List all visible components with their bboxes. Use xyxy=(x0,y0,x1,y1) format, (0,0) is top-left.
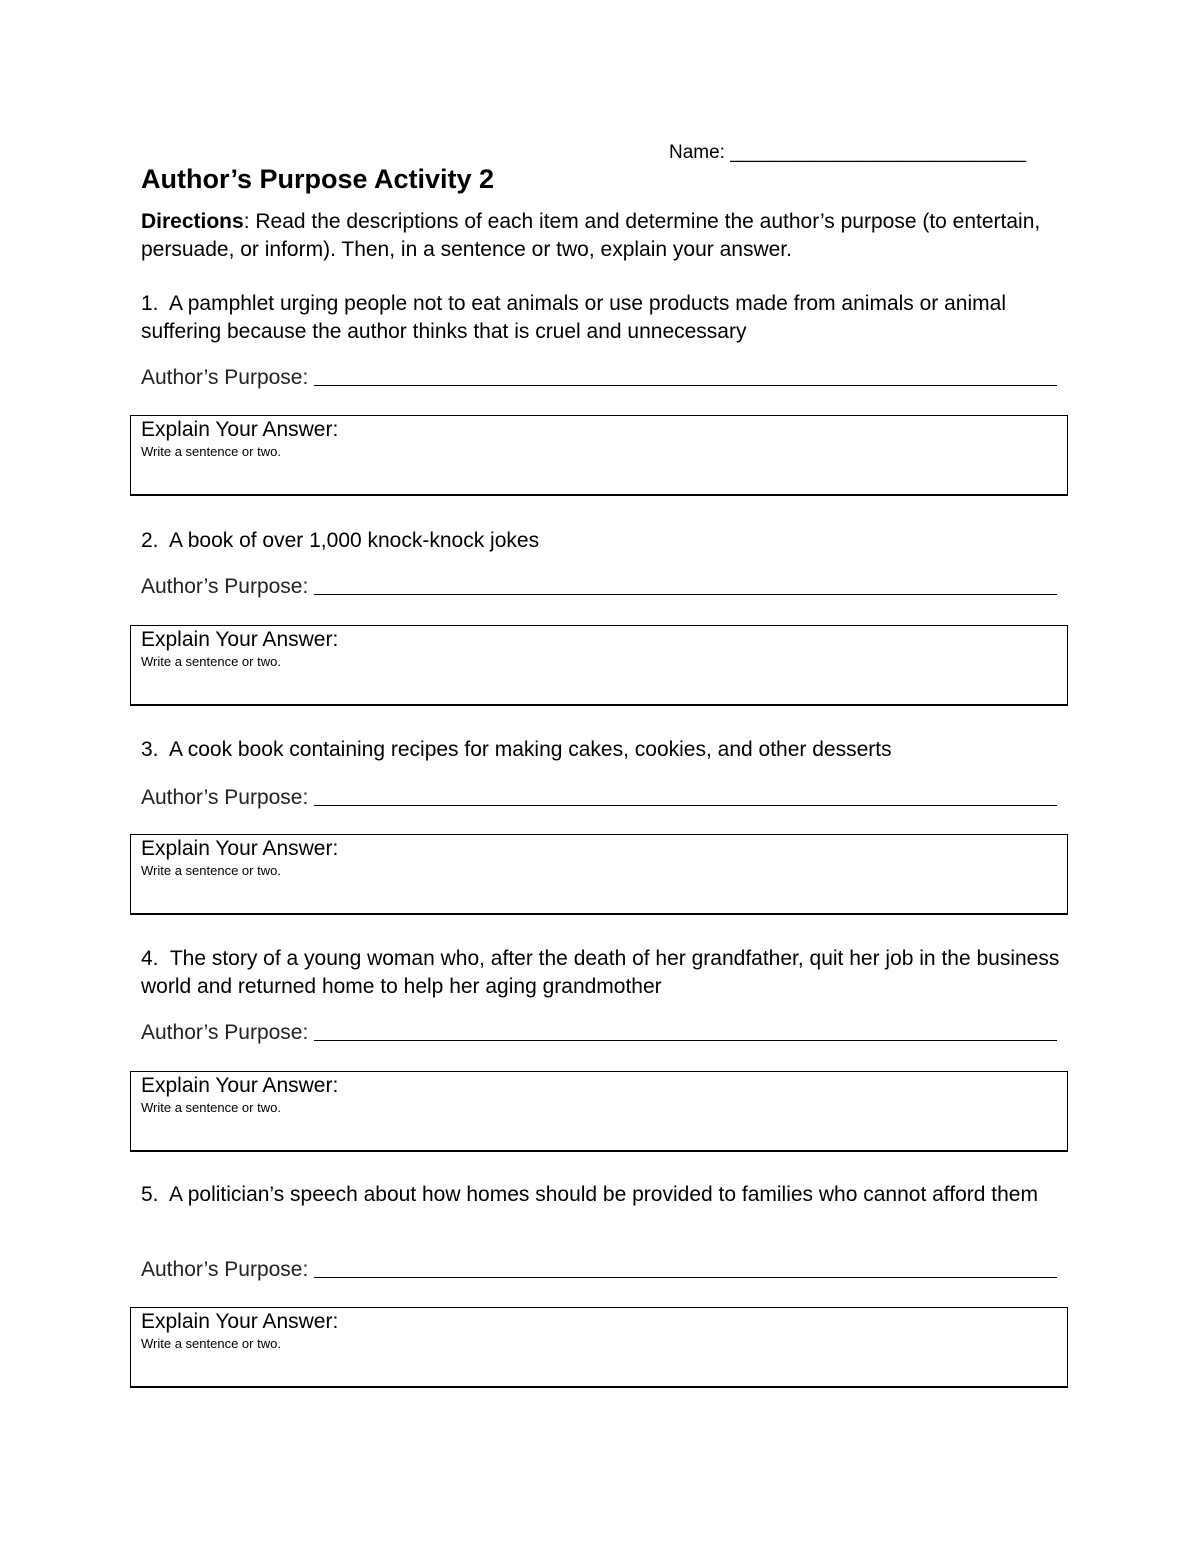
purpose-row-5 xyxy=(141,1254,1057,1282)
explain-answer-box-5[interactable] xyxy=(130,1307,1068,1388)
directions-text: : Read the descriptions of each item and determine the author’s purpose (to entertain, persuade, or inform). Then, in a sentence or two, explain your answer. xyxy=(141,210,1041,261)
purpose-answer-line[interactable] xyxy=(314,1276,1057,1278)
purpose-label: Author’s Purpose: xyxy=(141,1258,309,1281)
explain-answer-box-4[interactable] xyxy=(130,1071,1068,1152)
question-number: 3. xyxy=(141,738,159,761)
explain-answer-hint: Write a sentence or two. xyxy=(141,1336,281,1351)
purpose-label: Author’s Purpose: xyxy=(141,1021,309,1044)
explain-answer-hint: Write a sentence or two. xyxy=(141,444,281,459)
explain-answer-title: Explain Your Answer: xyxy=(141,837,339,860)
explain-answer-title: Explain Your Answer: xyxy=(141,418,339,441)
explain-answer-box-3[interactable] xyxy=(130,834,1068,915)
purpose-label: Author’s Purpose: xyxy=(141,575,309,598)
question-number: 5. xyxy=(141,1183,159,1206)
question-text: The story of a young woman who, after the death of her grandfather, quit her job in the business world and returned home to help her aging grandmother xyxy=(141,947,1060,998)
question-number: 1. xyxy=(141,292,159,315)
question-4 xyxy=(141,945,1071,1001)
question-5 xyxy=(141,1181,1071,1209)
explain-answer-hint: Write a sentence or two. xyxy=(141,863,281,878)
explain-answer-title: Explain Your Answer: xyxy=(141,628,339,651)
purpose-row-3 xyxy=(141,782,1057,810)
purpose-label: Author’s Purpose: xyxy=(141,366,309,389)
question-2 xyxy=(141,527,1071,555)
purpose-label: Author’s Purpose: xyxy=(141,786,309,809)
explain-answer-title: Explain Your Answer: xyxy=(141,1310,339,1333)
question-number: 4. xyxy=(141,947,159,970)
explain-answer-box-1[interactable] xyxy=(130,415,1068,496)
explain-answer-title: Explain Your Answer: xyxy=(141,1074,339,1097)
question-text: A book of over 1,000 knock-knock jokes xyxy=(169,529,540,552)
explain-answer-hint: Write a sentence or two. xyxy=(141,654,281,669)
purpose-row-4 xyxy=(141,1017,1057,1045)
explain-answer-hint: Write a sentence or two. xyxy=(141,1100,281,1115)
question-1 xyxy=(141,290,1071,346)
purpose-answer-line[interactable] xyxy=(314,1039,1057,1041)
question-text: A cook book containing recipes for making cakes, cookies, and other desserts xyxy=(169,738,892,761)
question-3 xyxy=(141,736,1071,764)
question-text: A pamphlet urging people not to eat animals or use products made from animals or animal suffering because the author thinks that is cruel and unnecessary xyxy=(141,292,1006,343)
purpose-answer-line[interactable] xyxy=(314,384,1057,386)
purpose-answer-line[interactable] xyxy=(314,593,1057,595)
purpose-row-2 xyxy=(141,571,1057,599)
question-number: 2. xyxy=(141,529,159,552)
purpose-answer-line[interactable] xyxy=(314,804,1057,806)
directions-label: Directions xyxy=(141,210,244,233)
explain-answer-box-2[interactable] xyxy=(130,625,1068,706)
directions xyxy=(141,208,1071,264)
purpose-row-1 xyxy=(141,362,1057,390)
worksheet-title: Author’s Purpose Activity 2 xyxy=(141,164,495,194)
name-field[interactable]: Name: ____________________________ xyxy=(669,142,1027,163)
question-text: A politician’s speech about how homes should be provided to families who cannot afford them xyxy=(169,1183,1038,1206)
